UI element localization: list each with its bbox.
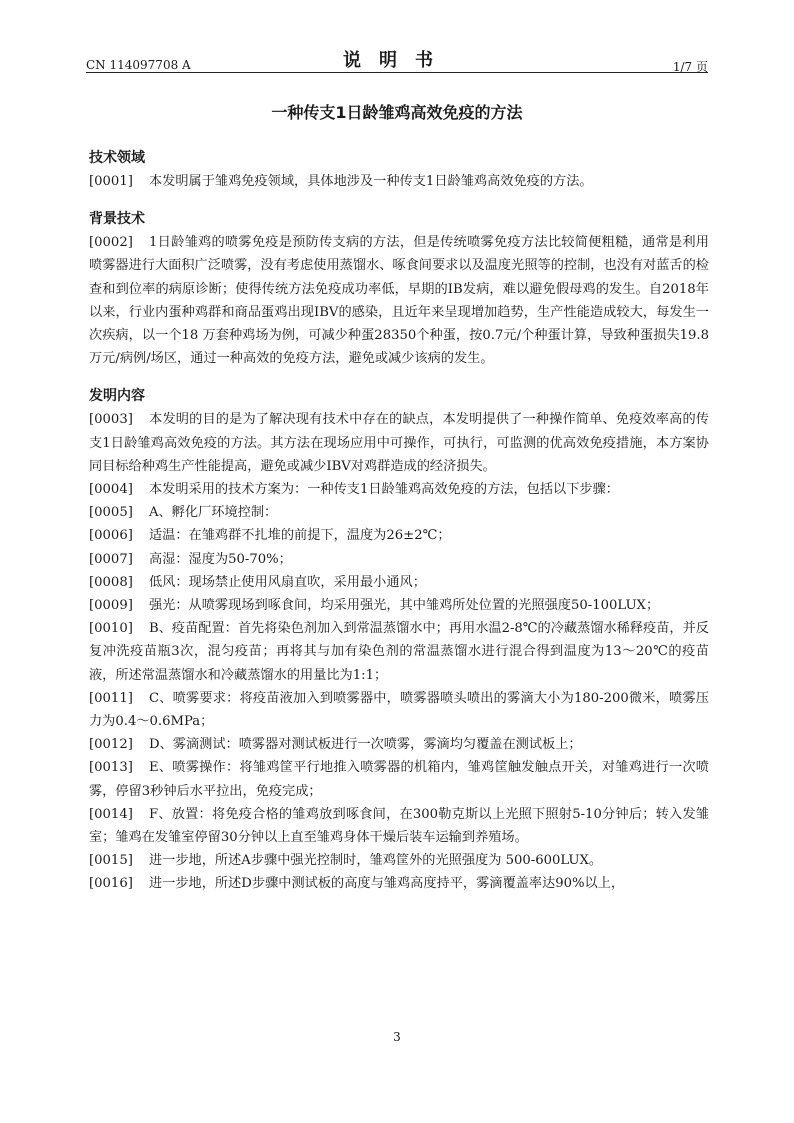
section: [89, 146, 709, 193]
paragraph: [89, 231, 709, 370]
paragraph-text: 进一步地，所述D步骤中测试板的高度与雏鸡高度持平，雾滴覆盖率达90%以上，: [149, 876, 625, 892]
paragraph-number: [0011]: [89, 690, 133, 706]
paragraph: [89, 408, 709, 478]
paragraph-text: B、疫苗配置：首先将染色剂加入到常温蒸馏水中；再用水温2-8℃的冷藏蒸馏水稀释疫苗，并反复冲洗疫苗瓶3次，混匀疫苗；再将其与加有染色剂的常温蒸馏水进行混合得到温度为13～20℃的疫苗液，所述常温蒸馏水和冷藏蒸馏水的用量比为1:1；: [89, 621, 709, 683]
paragraph-text: 1日龄雏鸡的喷雾免疫是预防传支病的方法，但是传统喷雾免疫方法比较简便粗糙，通常是利用喷雾器进行大面积广泛喷雾，没有考虑使用蒸馏水、啄食间要求以及温度光照等的控制，也没有对蓝舌的检查和到位率的病原诊断；使得传统方法免疫成功率低，早期的IB发病，难以避免假母鸡的发生。自2018年以来，行业内蛋种鸡群和商品蛋鸡出现IBV的感染，且近年来呈现增加趋势，生产性能造成较大，每发生一次疾病，以一个18 万套种鸡场为例，可减少种蛋28350个种蛋，按0.7元/个种蛋计算，导致种蛋损失19.8万元/病例/场区，通过一种高效的免疫方法，避免或减少该病的发生。: [89, 235, 709, 367]
paragraph-number: [0015]: [89, 853, 133, 869]
header-divider: [86, 72, 708, 73]
paragraph-number: [0004]: [89, 482, 133, 498]
paragraph: [89, 571, 709, 594]
paragraph-text: 本发明属于雏鸡免疫领域，具体地涉及一种传支1日龄雏鸡高效免疫的方法。: [149, 174, 593, 189]
paragraph: [89, 524, 709, 547]
paragraph-text: E、喷雾操作：将雏鸡筐平行地推入喷雾器的机箱内，雏鸡筐触发触点开关，对雏鸡进行一次喷雾，停留3秒钟后水平拉出，免疫完成；: [89, 760, 709, 799]
section-heading: 发明内容: [89, 388, 145, 405]
section-heading: 背景技术: [89, 211, 145, 228]
paragraph: [89, 594, 709, 617]
paragraph-text: 高湿：湿度为50-70%；: [149, 551, 292, 567]
document-type: 说明书: [343, 50, 451, 71]
paragraph: [89, 756, 709, 802]
paragraph-text: A、孵化厂环境控制：: [149, 505, 278, 521]
paragraph: [89, 803, 709, 849]
page-info: 1/7 页: [672, 60, 708, 74]
paragraph-number: [0016]: [89, 876, 133, 892]
paragraph: [89, 849, 709, 872]
paragraph-number: [0005]: [89, 505, 133, 521]
paragraph-number: [0003]: [89, 412, 133, 428]
page-number: 3: [393, 1030, 401, 1044]
document-body: [89, 146, 709, 910]
paragraph-number: [0014]: [89, 806, 133, 822]
section-heading: 技术领域: [89, 150, 145, 166]
paragraph-text: 进一步地，所述A步骤中强光控制时，雏鸡筐外的光照强度为 500-600LUX。: [149, 853, 603, 869]
paragraph-text: C、喷雾要求：将疫苗液加入到喷雾器中，喷雾器喷头喷出的雾滴大小为180-200微米，喷雾压力为0.4～0.6MPa；: [89, 690, 709, 730]
paragraph-number: [0008]: [89, 574, 133, 590]
paragraph: [89, 478, 709, 501]
paragraph: [89, 170, 709, 193]
paragraph-number: [0007]: [89, 551, 133, 567]
paragraph-text: 适温：在雏鸡群不扎堆的前提下，温度为26±2℃；: [149, 528, 451, 544]
page-header: [86, 46, 708, 72]
paragraph-number: [0009]: [89, 598, 133, 614]
paragraph-text: 本发明采用的技术方案为：一种传支1日龄雏鸡高效免疫的方法，包括以下步骤：: [149, 482, 619, 498]
document-title: 一种传支1日龄雏鸡高效免疫的方法: [271, 103, 523, 122]
paragraph: [89, 687, 709, 733]
paragraph-number: [0010]: [89, 621, 133, 637]
paragraph-text: 低风：现场禁止使用风扇直吹，采用最小通风；: [149, 574, 426, 590]
paragraph: [89, 733, 709, 756]
paragraph-text: D、雾滴测试：喷雾器对测试板进行一次喷雾，雾滴均匀覆盖在测试板上；: [149, 737, 582, 753]
patent-number: CN 114097708 A: [86, 58, 191, 72]
paragraph-text: 强光：从喷雾现场到啄食间，均采用强光，其中雏鸡所处位置的光照强度50-100LUX；: [149, 598, 660, 614]
paragraph-number: [0013]: [89, 760, 133, 776]
paragraph-number: [0001]: [89, 174, 133, 189]
section: [89, 207, 709, 370]
paragraph: [89, 617, 709, 687]
paragraph-number: [0002]: [89, 235, 133, 251]
paragraph: [89, 501, 709, 524]
paragraph: [89, 548, 709, 571]
paragraph-text: 本发明的目的是为了解决现有技术中存在的缺点，本发明提供了一种操作简单、免疫效率高的传支1日龄雏鸡高效免疫的方法。其方法在现场应用中可操作，可执行，可监测的优高效免疫措施，本方案协同目标给种鸡生产性能提高，避免或减少IBV对鸡群造成的经济损失。: [89, 412, 709, 474]
paragraph-number: [0006]: [89, 528, 133, 544]
section: [89, 384, 709, 895]
paragraph: [89, 872, 709, 895]
paragraph-number: [0012]: [89, 737, 133, 753]
paragraph-text: F、放置：将免疫合格的雏鸡放到啄食间，在300勒克斯以上光照下照射5-10分钟后；转入发雏室；雏鸡在发雏室停留30分钟以上直至雏鸡身体干燥后装车运输到养殖场。: [89, 806, 709, 846]
